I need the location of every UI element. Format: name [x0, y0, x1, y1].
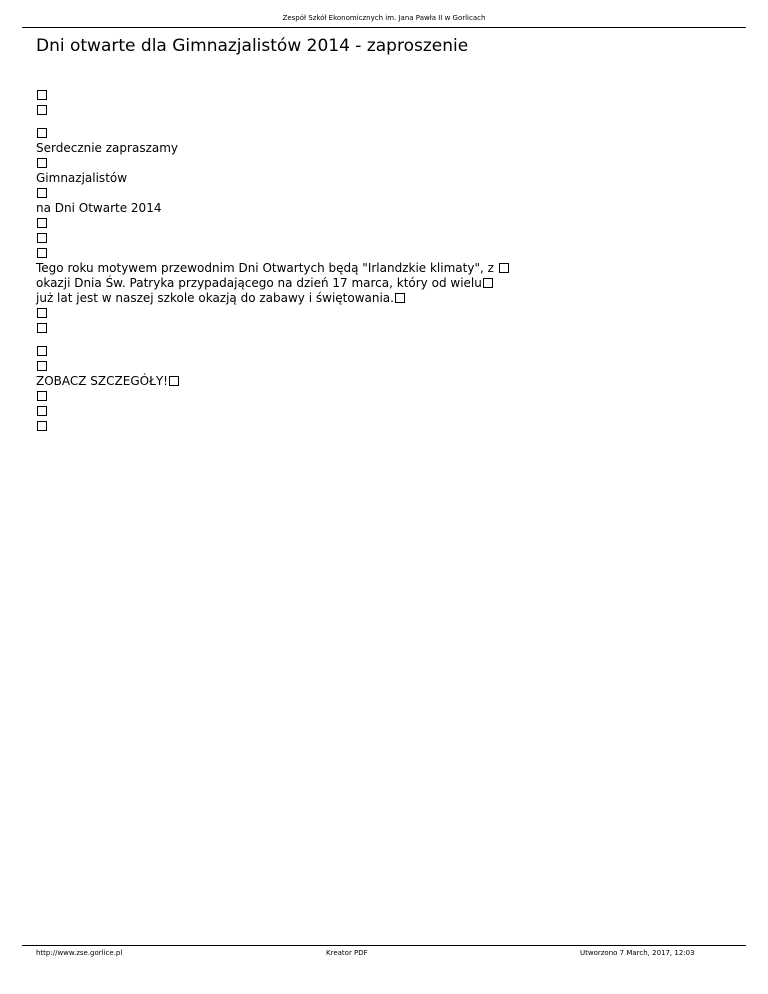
glyph-line: [36, 156, 736, 171]
missing-glyph-box: [37, 308, 47, 318]
footer-divider: [22, 945, 746, 946]
glyph-line: [36, 126, 736, 141]
spacer: [36, 118, 736, 126]
paragraph-text: okazji Dnia Św. Patryka przypadającego na dzień 17 marca, który od wielu: [36, 276, 482, 290]
glyph-line: [36, 246, 736, 261]
glyph-line: [36, 344, 736, 359]
missing-glyph-box: [37, 105, 47, 115]
glyph-line: [36, 306, 736, 321]
paragraph-line: [36, 291, 736, 306]
glyph-line: [36, 419, 736, 434]
event-line: na Dni Otwarte 2014: [36, 201, 162, 215]
paragraph-text: już lat jest w naszej szkole okazją do zabawy i świętowania.: [36, 291, 394, 305]
missing-glyph-box: [37, 233, 47, 243]
missing-glyph-box: [37, 346, 47, 356]
missing-glyph-box: [37, 323, 47, 333]
page-title: Dni otwarte dla Gimnazjalistów 2014 - zaproszenie: [36, 36, 469, 56]
glyph-line: [36, 404, 736, 419]
glyph-line: [36, 88, 736, 103]
details-line[interactable]: [36, 374, 736, 389]
glyph-line: [36, 103, 736, 118]
glyph-line: [36, 231, 736, 246]
missing-glyph-box: [395, 293, 405, 303]
missing-glyph-box: [37, 90, 47, 100]
missing-glyph-box: [37, 188, 47, 198]
missing-glyph-box: [37, 218, 47, 228]
missing-glyph-box: [37, 406, 47, 416]
missing-glyph-box: [499, 263, 509, 273]
footer-created-date: Utworzono 7 March, 2017, 12:03: [580, 949, 695, 957]
page-header-school-name: Zespół Szkół Ekonomicznych im. Jana Pawła II w Gorlicach: [282, 14, 486, 22]
glyph-line: [36, 389, 736, 404]
article-body: [36, 88, 736, 434]
glyph-line: [36, 186, 736, 201]
paragraph-text: Tego roku motywem przewodnim Dni Otwartych będą "Irlandzkie klimaty", z: [36, 261, 494, 275]
footer-generator: Kreator PDF: [326, 949, 368, 957]
missing-glyph-box: [37, 421, 47, 431]
details-link[interactable]: ZOBACZ SZCZEGÓŁY!: [36, 374, 168, 388]
invite-line: Serdecznie zapraszamy: [36, 141, 179, 155]
paragraph-line: [36, 276, 736, 291]
spacer: [36, 336, 736, 344]
missing-glyph-box: [37, 391, 47, 401]
header-divider: [22, 27, 746, 28]
missing-glyph-box: [37, 158, 47, 168]
glyph-line: [36, 216, 736, 231]
footer-url: http://www.zse.gorlice.pl: [36, 949, 123, 957]
missing-glyph-box: [37, 248, 47, 258]
paragraph-line: [36, 261, 736, 276]
missing-glyph-box: [37, 128, 47, 138]
audience-line: Gimnazjalistów: [36, 171, 128, 185]
missing-glyph-box: [37, 361, 47, 371]
glyph-line: [36, 321, 736, 336]
missing-glyph-box: [169, 376, 179, 386]
missing-glyph-box: [483, 278, 493, 288]
glyph-line: [36, 359, 736, 374]
